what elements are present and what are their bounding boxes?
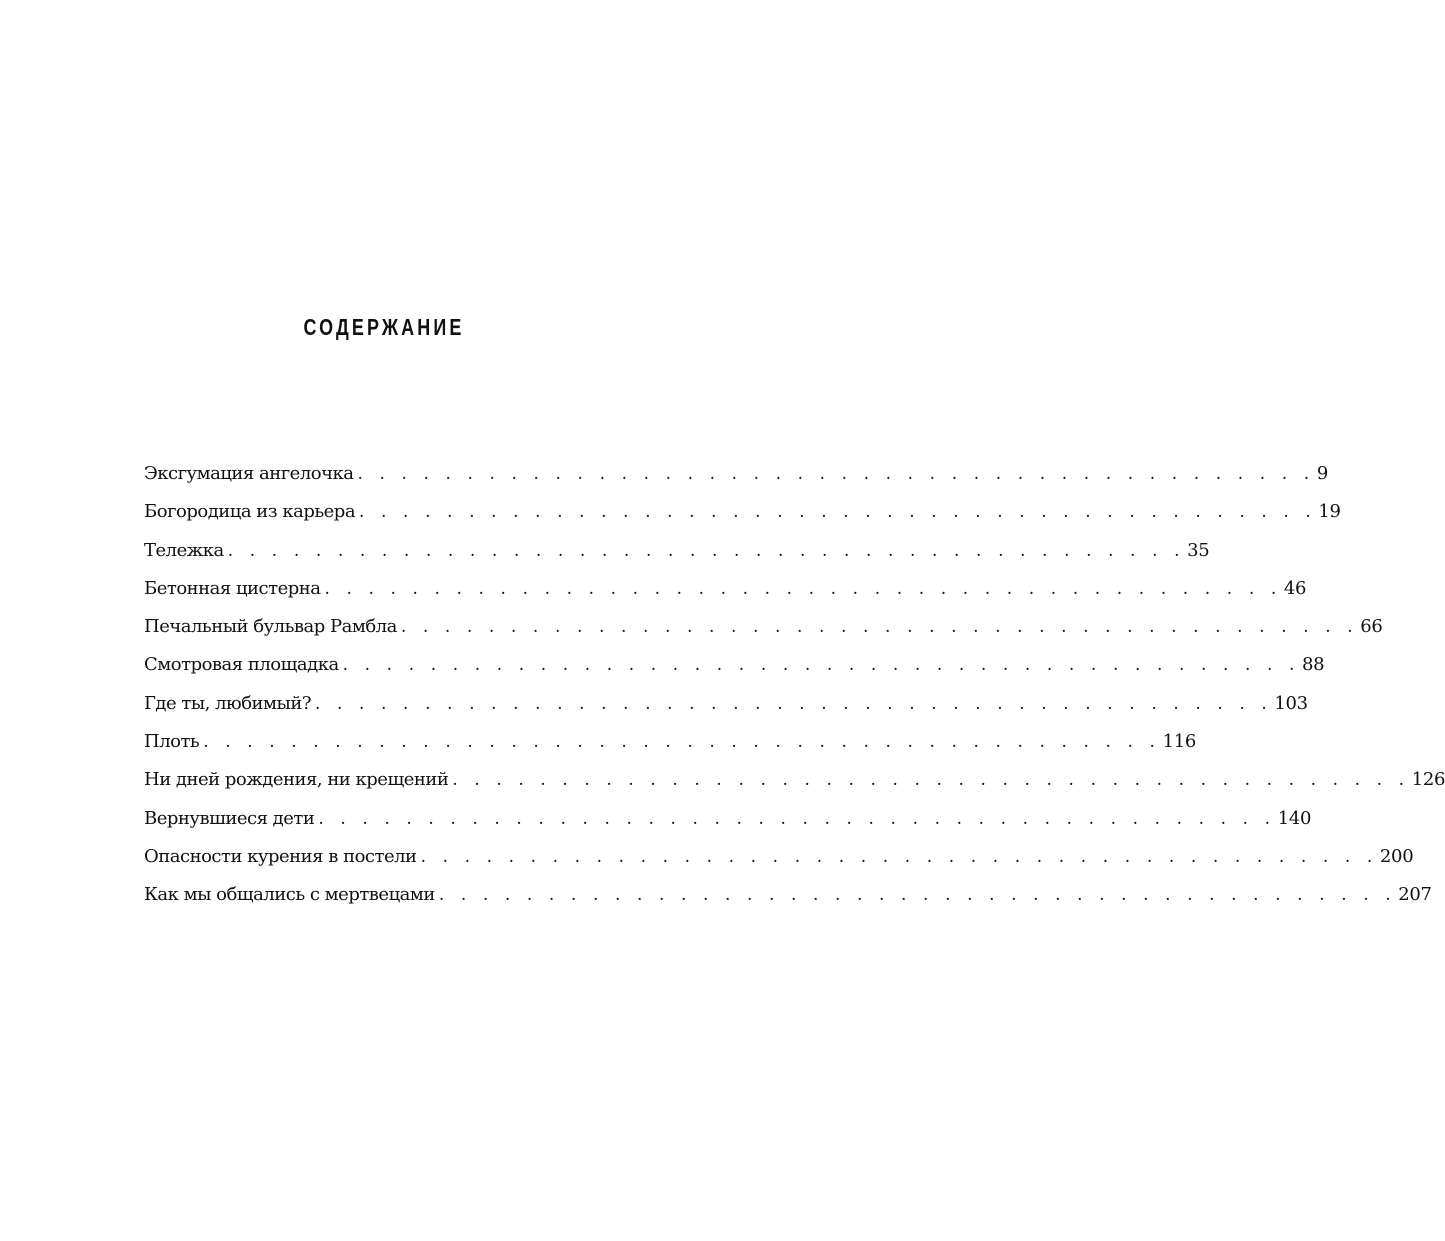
toc-entry	[144, 608, 1383, 646]
dot-leader: . . . . . . . . . . . . . . . . . . . . . . . . . . . . . . . . . . . . . . . . . . . .	[400, 617, 1359, 638]
toc-entry-title: Бетонная цистерна	[144, 577, 321, 599]
toc-page-number: 116	[1162, 731, 1197, 753]
toc-entry-title: Печальный бульвар Рамбла	[144, 616, 397, 638]
toc-entry-title: Богородица из карьера	[144, 501, 356, 523]
toc-entry-title: Опасности курения в постели	[144, 845, 417, 867]
toc-entry-title: Смотровая площадка	[144, 654, 339, 676]
toc-entry-title: Ни дней рождения, ни крещений	[144, 769, 449, 791]
dot-leader: . . . . . . . . . . . . . . . . . . . . . . . . . . . . . . . . . . . . . . . . . . . .	[438, 885, 1397, 906]
toc-page-number: 103	[1274, 692, 1308, 714]
dot-leader: . . . . . . . . . . . . . . . . . . . . . . . . . . . . . . . . . . . . . . . . . . . .	[359, 502, 1317, 523]
toc-entry	[144, 646, 1325, 684]
toc-entry	[144, 723, 1197, 761]
table-of-contents	[144, 455, 1445, 915]
toc-entry	[144, 685, 1308, 723]
dot-leader: . . . . . . . . . . . . . . . . . . . . . . . . . . . . . . . . . . . . . . . . . . . .	[452, 770, 1410, 791]
toc-page-number: 207	[1398, 884, 1432, 906]
toc-page-number: 66	[1360, 616, 1383, 638]
toc-entry	[144, 761, 1445, 799]
page-title: СОДЕРЖАНИЕ	[303, 314, 465, 340]
toc-entry-title: Вернувшиеся дети	[144, 807, 315, 829]
toc-entry	[144, 493, 1341, 531]
toc-entry	[144, 876, 1432, 914]
toc-page-number: 19	[1318, 501, 1341, 523]
dot-leader: . . . . . . . . . . . . . . . . . . . . . . . . . . . . . . . . . . . . . . . . . . . .	[227, 540, 1186, 561]
dot-leader: . . . . . . . . . . . . . . . . . . . . . . . . . . . . . . . . . . . . . . . . . . . .	[203, 732, 1161, 753]
toc-entry-title: Эксгумация ангелочка	[144, 463, 354, 484]
toc-entry	[144, 455, 1328, 493]
toc-page-number: 200	[1379, 845, 1414, 867]
dot-leader: . . . . . . . . . . . . . . . . . . . . . . . . . . . . . . . . . . . . . . . . . . . .	[318, 808, 1276, 829]
toc-entry	[144, 800, 1312, 838]
toc-page-number: 9	[1316, 463, 1328, 484]
toc-entry-title: Плоть	[144, 731, 200, 753]
dot-leader: . . . . . . . . . . . . . . . . . . . . . . . . . . . . . . . . . . . . . . . . . . . .	[315, 693, 1273, 714]
toc-entry	[144, 570, 1307, 608]
toc-entry-title: Как мы общались с мертвецами	[144, 884, 435, 906]
dot-leader: . . . . . . . . . . . . . . . . . . . . . . . . . . . . . . . . . . . . . . . . . . . .	[342, 655, 1301, 676]
toc-entry-title: Где ты, любимый?	[144, 692, 312, 714]
toc-entry	[144, 838, 1414, 876]
dot-leader: . . . . . . . . . . . . . . . . . . . . . . . . . . . . . . . . . . . . . . . . . . . .	[357, 464, 1315, 484]
toc-entry	[144, 532, 1210, 570]
toc-page-number: 35	[1187, 539, 1210, 561]
toc-page-number: 88	[1302, 654, 1325, 676]
dot-leader: . . . . . . . . . . . . . . . . . . . . . . . . . . . . . . . . . . . . . . . . . . . .	[420, 846, 1378, 867]
toc-page-number: 140	[1277, 807, 1312, 829]
toc-page-number: 126	[1411, 769, 1445, 791]
dot-leader: . . . . . . . . . . . . . . . . . . . . . . . . . . . . . . . . . . . . . . . . . . . .	[324, 578, 1282, 599]
toc-page-number: 46	[1283, 577, 1307, 599]
toc-entry-title: Тележка	[144, 539, 224, 561]
